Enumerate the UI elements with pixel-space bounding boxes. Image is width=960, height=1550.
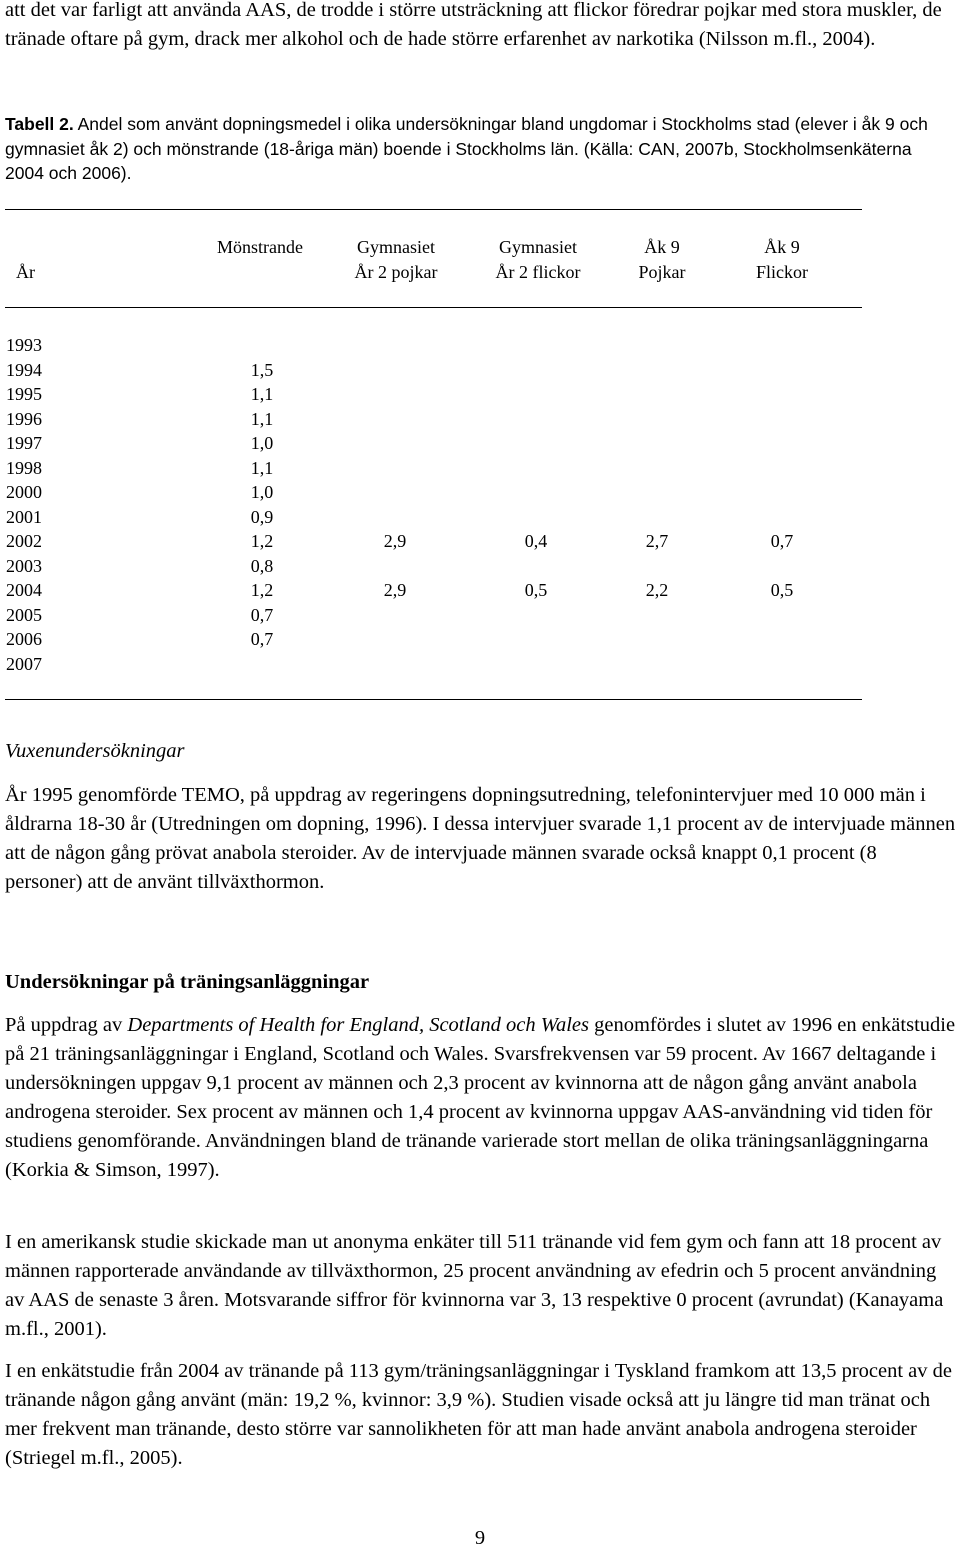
table-cell-ak9_pojkar: 2,2 (645, 580, 669, 600)
table-row-year: 2003 (6, 555, 42, 576)
gym-p1-text-a: På uppdrag av (5, 1014, 128, 1036)
table-cell-monstrande: 1,5 (250, 359, 274, 380)
table-row-year: 1996 (6, 408, 42, 429)
table-row-year: 2002 (6, 531, 42, 551)
table-label: Tabell 2. (5, 114, 74, 134)
column-header-4-line2: Pojkar (638, 261, 686, 282)
table-top-rule (5, 209, 862, 210)
gym-p1-italic: Departments of Health for England, Scotland och Wales (127, 1014, 589, 1036)
table-cell-monstrande: 0,8 (250, 555, 274, 576)
table-cell-gym_pojkar: 2,9 (383, 580, 407, 600)
table-row-year: 1994 (6, 359, 42, 380)
table-caption (5, 112, 955, 186)
table-header-rule (5, 307, 862, 308)
intro-paragraph: att det var farligt att använda AAS, de trodde i större utsträckning att flickor föredrar pojkar med stora muskler, de tränade oftare på gym, drack mer alkohol och de hade större erfarenhet av narkotika (Nilsson m.fl., 2004). (5, 0, 942, 50)
table-cell-gym_flickor: 0,4 (524, 531, 548, 551)
column-header-4-line1: Åk 9 (644, 237, 680, 257)
page-number: 9 (474, 1527, 486, 1549)
column-header-0 (16, 260, 35, 285)
section-heading-gym: Undersökningar på träningsanläggningar (5, 971, 370, 993)
table-cell-monstrande: 1,1 (250, 384, 274, 404)
gym-paragraph-1 (5, 1011, 957, 1185)
column-header-0-line2: År (16, 262, 35, 282)
table-cell-monstrande: 0,7 (250, 604, 274, 625)
table-cell-ak9_flickor: 0,5 (770, 580, 794, 600)
section-heading-adult: Vuxenundersökningar (5, 740, 185, 762)
column-header-3-line1: Gymnasiet (499, 237, 577, 257)
column-header-3-line2: År 2 flickor (495, 261, 581, 282)
table-row-year: 2000 (6, 482, 42, 502)
table-row-year: 1997 (6, 433, 42, 453)
table-row-year: 1998 (6, 457, 42, 478)
table-cell-gym_pojkar: 2,9 (383, 531, 407, 551)
table-cell-gym_flickor: 0,5 (524, 580, 548, 600)
column-header-5 (702, 235, 862, 284)
table-cell-ak9_flickor: 0,7 (770, 531, 794, 551)
table-cell-monstrande: 1,0 (250, 433, 274, 453)
table-caption-text: Andel som använt dopningsmedel i olika undersökningar bland ungdomar i Stockholms stad (elever i åk 9 och gymnasiet åk 2) och mönstrande (18-åriga män) boende i Stockholms län. (Källa: CAN, 2007b, Stockholmsenkäterna 2004 och 2006). (5, 114, 928, 183)
table-cell-monstrande: 0,9 (250, 506, 274, 527)
gym-p1-text-b: genomfördes i slutet av 1996 en enkätstudie på 21 träningsanläggningar i England, Scotland och Wales. Svarsfrekvensen var 59 procent. Av 1667 deltagande i undersökningen uppgav 9,1 procent av männen och 2,3 procent av kvinnorna att de någon gång använt anabola androgena steroider. Sex procent av männen och 1,4 procent av kvinnorna uppgav AAS-användning vid tiden för studiens genomförande. Användningen bland de tränande varierade stort mellan de olika träningsanläggningarna (Korkia & Simson, 1997). (5, 1014, 956, 1181)
table-cell-monstrande: 0,7 (250, 629, 274, 649)
column-header-2 (316, 235, 476, 284)
column-header-2-line1: Gymnasiet (357, 237, 435, 257)
table-row-year: 1993 (6, 335, 42, 355)
column-header-5-line1: Åk 9 (764, 237, 800, 257)
table-bottom-rule (5, 699, 862, 700)
table-row-year: 2005 (6, 604, 42, 625)
table-row-year: 2006 (6, 629, 42, 649)
gym-paragraph-3: I en enkätstudie från 2004 av tränande på 113 gym/träningsanläggningar i Tyskland framkom att 13,5 procent av de tränande någon gång använt (män: 19,2 %, kvinnor: 3,9 %). Studien visade också att ju längre tid man tränat och mer frekvent man tränande, desto större var sannolikheten för att man hade använt anabola androgena steroider (Striegel m.fl., 2005). (5, 1360, 952, 1469)
table-row-year: 2001 (6, 506, 42, 527)
column-header-1-line1: Mönstrande (217, 237, 303, 257)
column-header-2-line2: År 2 pojkar (354, 261, 438, 282)
table-cell-monstrande: 1,2 (250, 580, 274, 600)
column-header-5-line2: Flickor (756, 261, 808, 282)
table-row-year: 2007 (6, 653, 42, 674)
table-cell-monstrande: 1,1 (250, 457, 274, 478)
gym-paragraph-2: I en amerikansk studie skickade man ut anonyma enkäter till 511 tränande vid fem gym och fann att 18 procent av männen rapporterade användande av tillväxthormon, 25 procent användning av efedrin och 5 procent användning av AAS de senaste 3 åren. Motsvarande siffror för kvinnorna var 3, 13 respektive 0 procent (avrundat) (Kanayama m.fl., 2001). (5, 1231, 944, 1340)
table-cell-monstrande: 1,1 (250, 408, 274, 429)
adult-paragraph: År 1995 genomförde TEMO, på uppdrag av regeringens dopningsutredning, telefonintervjuer med 10 000 män i åldrarna 18-30 år (Utredningen om dopning, 1996). I dessa intervjuer svarade 1,1 procent av de intervjuade männen att de någon gång prövat anabola steroider. Av de intervjuade männen svarade också knappt 0,1 procent (8 personer) att de använt tillväxthormon. (5, 784, 956, 893)
table-row-year: 1995 (6, 384, 42, 404)
table-cell-monstrande: 1,2 (250, 531, 274, 551)
table-row-year: 2004 (6, 580, 42, 600)
table-cell-monstrande: 1,0 (250, 482, 274, 502)
table-cell-ak9_pojkar: 2,7 (645, 531, 669, 551)
